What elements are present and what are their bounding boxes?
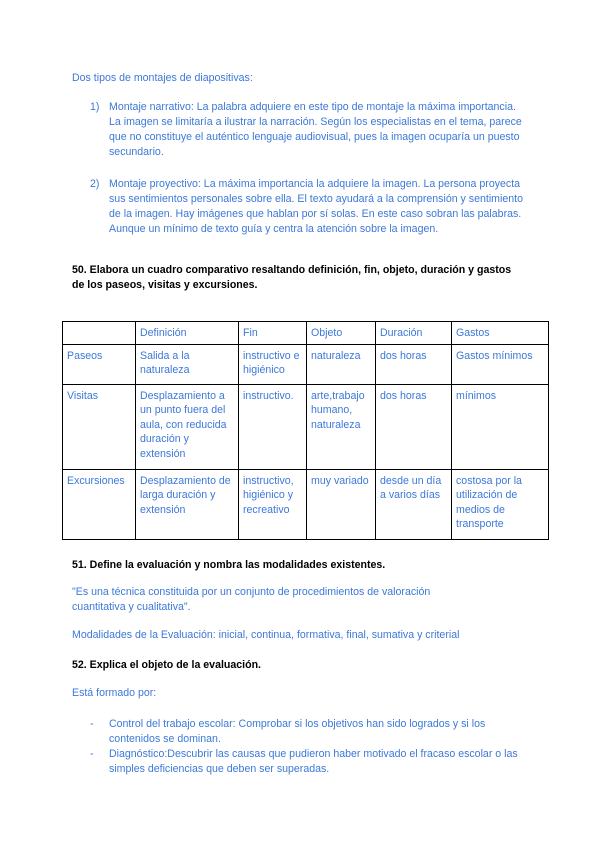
list-number: 2): [90, 178, 100, 190]
table-cell: instructivo.: [239, 384, 307, 469]
table-cell: Excursiones: [63, 469, 136, 539]
table-cell: dos horas: [376, 384, 452, 469]
header-cell: Fin: [239, 322, 307, 345]
table-row: [63, 384, 549, 469]
list-item: [90, 747, 530, 777]
evaluation-modalities: Modalidades de la Evaluación: inicial, continua, formativa, final, sumativa y criterial: [72, 629, 460, 641]
question-50-heading: 50. Elabora un cuadro comparativo resaltando definición, fin, objeto, duración y gastos de los paseos, visitas y excursiones.: [72, 264, 512, 291]
table-cell: instructivo, higiénico y recreativo: [239, 469, 307, 539]
table-cell: Gastos mínimos: [452, 344, 549, 384]
list-item-text: Control del trabajo escolar: Comprobar si los objetivos han sido logrados y si los contenidos se dominan.: [109, 718, 486, 745]
dash-bullet: -: [90, 748, 94, 760]
list-item-text: Montaje narrativo: La palabra adquiere en este tipo de montaje la máxima importancia. La imagen se limitaría a ilustrar la narración. Según los especialistas en el tema, parece que no constituye el auténtico lenguaje audiovisual, pues la imagen ocuparía un puesto secundario.: [109, 101, 522, 158]
table-header-row: [63, 322, 549, 345]
comparison-table: [62, 321, 549, 540]
table-cell: Desplazamiento de larga duración y extensión: [136, 469, 239, 539]
table-row: [63, 469, 549, 539]
header-cell: [63, 322, 136, 345]
q52-list: [90, 717, 530, 777]
list-item-text: Montaje proyectivo: La máxima importancia la adquiere la imagen. La persona proyecta sus sentimientos personales sobre ella. El texto ayudará a la comprensión y sentimiento de la imagen. Hay imágenes que hablan por sí solas. En este caso sobran las palabras. Aunque un mínimo de texto guía y centra la atención sobre la imagen.: [109, 178, 523, 235]
list-number: 1): [90, 101, 100, 113]
table-cell: costosa por la utilización de medios de transporte: [452, 469, 549, 539]
header-cell: Definición: [136, 322, 239, 345]
list-item: [90, 100, 530, 160]
header-cell: Objeto: [307, 322, 376, 345]
table-cell: instructivo e higiénico: [239, 344, 307, 384]
table-cell: Paseos: [63, 344, 136, 384]
header-cell: Gastos: [452, 322, 549, 345]
montajes-list: [90, 100, 530, 237]
table-cell: Salida a la naturaleza: [136, 344, 239, 384]
list-item: [90, 717, 530, 747]
question-51-heading: 51. Define la evaluación y nombra las modalidades existentes.: [72, 559, 386, 571]
list-item-text: Diagnóstico:Descubrir las causas que pudieron haber motivado el fracaso escolar o las simples deficiencias que deben ser superadas.: [109, 748, 518, 775]
dash-bullet: -: [90, 718, 94, 730]
table-cell: mínimos: [452, 384, 549, 469]
table-cell: Visitas: [63, 384, 136, 469]
table-cell: Desplazamiento a un punto fuera del aula, con reducida duración y extensión: [136, 384, 239, 469]
table-cell: muy variado: [307, 469, 376, 539]
table-cell: arte,trabajo humano, naturaleza: [307, 384, 376, 469]
table-cell: desde un día a varios días: [376, 469, 452, 539]
table-row: [63, 344, 549, 384]
question-52-heading: 52. Explica el objeto de la evaluación.: [72, 659, 261, 671]
list-item: [90, 177, 530, 237]
table-cell: dos horas: [376, 344, 452, 384]
q52-intro: Está formado por:: [72, 687, 157, 699]
header-cell: Duración: [376, 322, 452, 345]
intro-text: Dos tipos de montajes de diapositivas:: [72, 72, 253, 84]
table-cell: naturaleza: [307, 344, 376, 384]
evaluation-definition: "Es una técnica constituida por un conjunto de procedimientos de valoración cuantitativa y cualitativa".: [72, 586, 431, 613]
